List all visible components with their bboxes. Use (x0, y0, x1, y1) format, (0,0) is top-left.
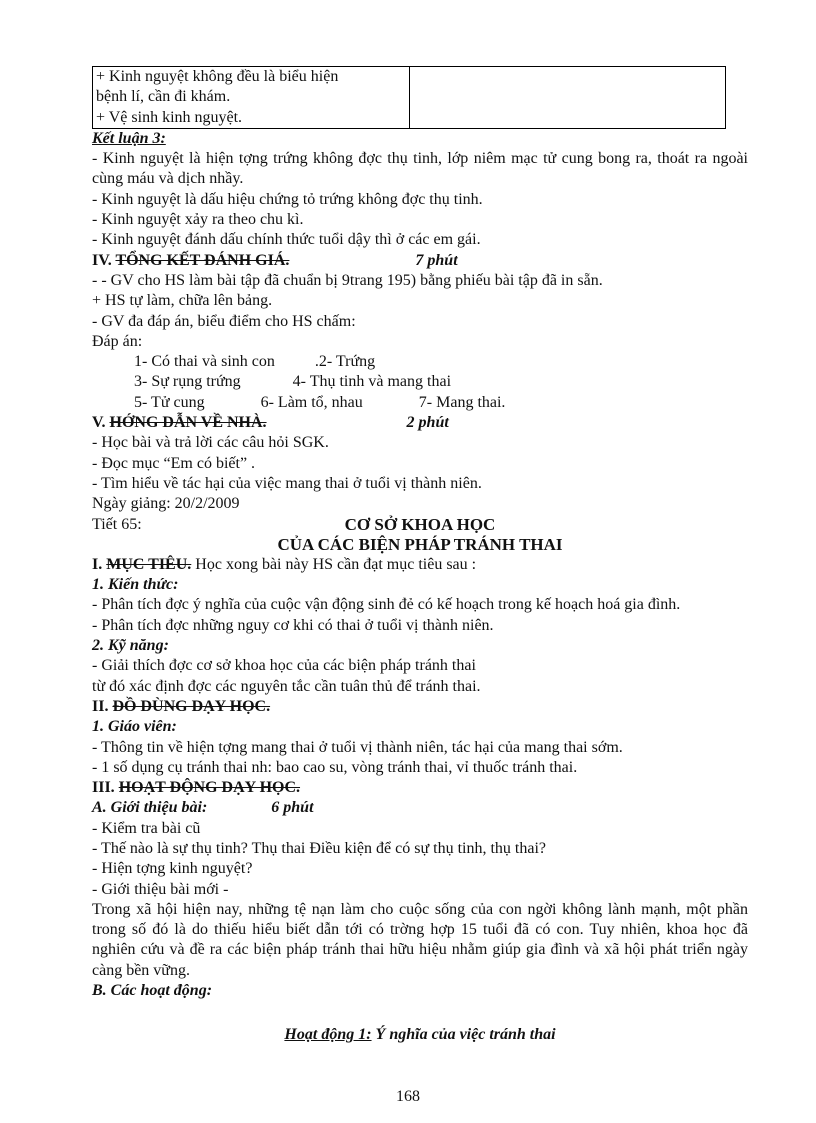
table-line: bệnh lí, cần đi khám. (96, 88, 231, 106)
activities-heading: B. Các hoạt động: (92, 982, 213, 1000)
lesson-title-line2: CỦA CÁC BIỆN PHÁP TRÁNH THAI (277, 534, 563, 554)
answer-row: 1- Có thai và sinh con .2- Trứng (134, 353, 376, 371)
table-line: + Kinh nguyệt không đều là biểu hiện (96, 68, 339, 85)
intro-line: - Kiểm tra bài cũ (92, 819, 201, 837)
lesson-title-line1: CƠ SỞ KHOA HỌC (344, 514, 496, 534)
skills-heading: 2. Kỹ năng: (92, 637, 169, 655)
intro-paragraph: Trong xã hội hiện nay, những tệ nạn làm cho cuộc sống của con ngời không lành mạnh, một phần trong số đó là do thiếu hiểu biết dẫn tới có trờng hợp 15 tuổi đã có con. Tuy nhiên, khoa học đã nghiên cứu và đề ra các biện pháp tránh thai hữu hiệu nhằm giúp gia đình và xã hội phát triển ngày càng bền vững. (92, 900, 748, 979)
continuation-table (92, 66, 726, 129)
document-page (92, 66, 748, 1046)
section-iv-line: - GV đa đáp án, biểu điểm cho HS chấm: (92, 312, 356, 330)
lesson-date: Ngày giảng: 20/2/2009 (92, 495, 240, 513)
section-i-heading: I. MỤC TIÊU. Học xong bài này HS cần đạt mục tiêu sau : (92, 555, 477, 573)
answers-label: Đáp án: (92, 332, 143, 350)
section-ii-heading: II. ĐỒ DÙNG DẠY HỌC. (92, 697, 271, 715)
table-line: + Vệ sinh kinh nguyệt. (96, 108, 243, 126)
intro-line: - Giới thiệu bài mới - (92, 880, 229, 898)
answer-row: 3- Sự rụng trứng 4- Thụ tinh và mang thai (134, 373, 452, 391)
answer-row: 5- Tử cung 6- Làm tổ, nhau 7- Mang thai. (134, 393, 506, 411)
teacher-heading: 1. Giáo viên: (92, 718, 177, 736)
conclusion-heading: Kết luận 3: (92, 129, 166, 147)
skills-line: từ đó xác định đợc các nguyên tắc cần tuân thủ để tránh thai. (92, 677, 481, 695)
teacher-line: - 1 số dụng cụ tránh thai nh: bao cao su, vòng tránh thai, vỉ thuốc tránh thai. (92, 758, 578, 776)
lesson-period: Tiết 65: (92, 515, 142, 533)
section-iii-heading: III. HOẠT ĐỘNG DẠY HỌC. (92, 779, 301, 797)
section-iv-heading: IV. TỔNG KẾT ĐÁNH GIÁ. 7 phút (92, 251, 458, 269)
intro-line: - Thế nào là sự thụ tinh? Thụ thai Điều kiện để có sự thụ tinh, thụ thai? (92, 839, 546, 857)
intro-heading: A. Giới thiệu bài: 6 phút (92, 799, 314, 817)
table-right-cell (410, 67, 726, 129)
conclusion-line: - Kinh nguyệt xảy ra theo chu kì. (92, 211, 304, 229)
section-v-heading: V. HỚNG DẪN VỀ NHÀ. 2 phút (92, 414, 449, 432)
page-number: 168 (396, 1088, 420, 1105)
knowledge-line: - Phân tích đợc những nguy cơ khi có thai ở tuổi vị thành niên. (92, 616, 494, 634)
skills-line: - Giải thích đợc cơ sở khoa học của các biện pháp tránh thai (92, 657, 476, 675)
conclusion-line: - Kinh nguyệt là dấu hiệu chứng tỏ trứng không đợc thụ tinh. (92, 190, 483, 208)
knowledge-line: - Phân tích đợc ý nghĩa của cuộc vận động sinh đẻ có kế hoạch trong kế hoạch hoá gia đình. (92, 596, 681, 614)
table-left-cell (93, 67, 410, 129)
teacher-line: - Thông tin về hiện tợng mang thai ở tuổi vị thành niên, tác hại của mang thai sớm. (92, 738, 623, 756)
section-v-line: - Tìm hiểu về tác hại của việc mang thai ở tuổi vị thành niên. (92, 474, 482, 492)
section-v-line: - Đọc mục “Em có biết” . (92, 454, 256, 472)
intro-line: - Hiện tợng kinh nguyệt? (92, 860, 253, 878)
section-iv-line: - - GV cho HS làm bài tập đã chuẩn bị 9trang 195) bằng phiếu bài tập đã in sẵn. (92, 271, 603, 289)
section-v-line: - Học bài và trả lời các câu hỏi SGK. (92, 434, 329, 452)
activity-1-heading: Hoạt động 1: Ý nghĩa của việc tránh thai (284, 1026, 556, 1044)
section-iv-line: + HS tự làm, chữa lên bảng. (92, 292, 273, 310)
conclusion-line: - Kinh nguyệt đánh dấu chính thức tuổi dậy thì ở các em gái. (92, 231, 481, 249)
knowledge-heading: 1. Kiến thức: (92, 576, 179, 594)
conclusion-line: - Kinh nguyệt là hiện tợng trứng không đợc thụ tinh, lớp niêm mạc tử cung bong ra, thoát ra ngoài cùng máu và dịch nhầy. (92, 150, 748, 188)
